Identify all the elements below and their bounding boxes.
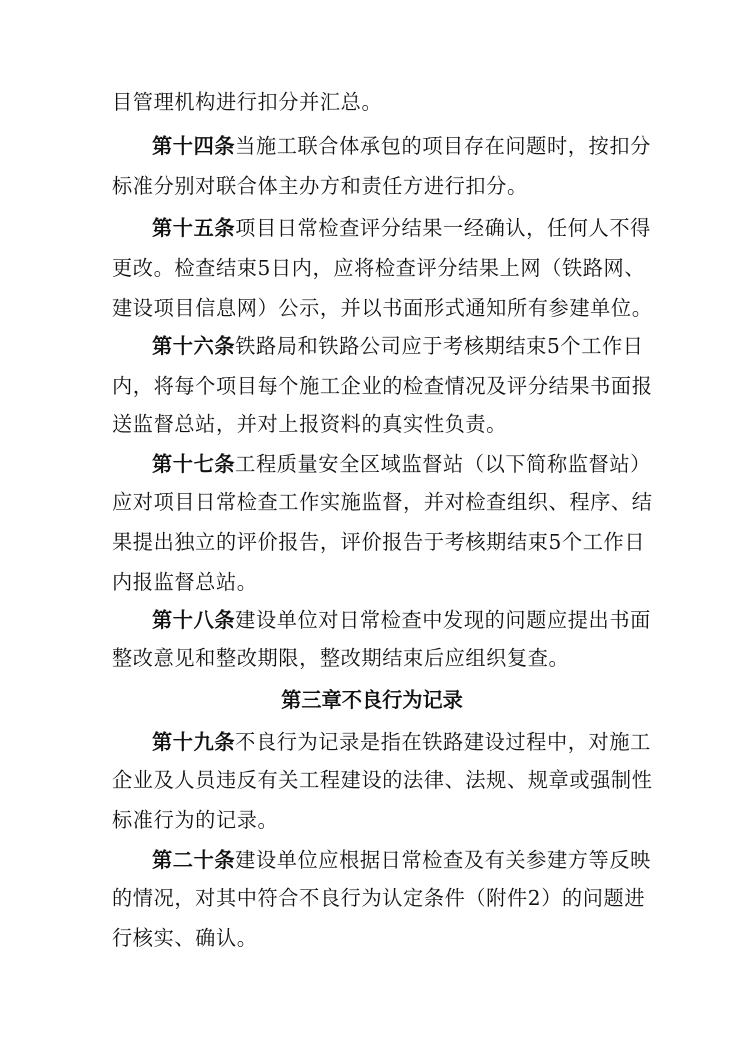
line-text: 内报监督总站。 (112, 570, 258, 594)
line-text: 更改。检查结束5日内，应将检查评分结果上网（铁路网、 (112, 256, 646, 280)
line-text: 铁路局和铁路公司应于考核期结束5个工作日 (235, 334, 644, 358)
line-text: 工程质量安全区域监督站（以下简称监督站） (235, 452, 651, 476)
paragraph-line (112, 253, 646, 283)
article-number: 第十九条 (152, 730, 236, 754)
article-16-line (152, 331, 644, 361)
paragraph-line (112, 527, 646, 557)
paragraph-line (112, 487, 653, 517)
article-19-line (152, 727, 651, 757)
line-text: 项目日常检查评分结果一经确认，任何人不得 (235, 216, 651, 240)
line-text: 整改意见和整改期限，整改期结束后应组织复查。 (112, 646, 570, 670)
line-text: 的情况，对其中符合不良行为认定条件（附件2）的问题进 (112, 886, 646, 910)
article-18-line (152, 605, 651, 635)
line-text: 不良行为记录是指在铁路建设过程中，对施工 (235, 730, 651, 754)
line-text: 内，将每个项目每个施工企业的检查情况及评分结果书面报 (112, 374, 653, 398)
paragraph-line (112, 765, 653, 795)
line-text: 建设项目信息网）公示，并以书面形式通知所有参建单位。 (112, 296, 653, 320)
line-text: 企业及人员违反有关工程建设的法律、法规、规章或强制性 (112, 768, 653, 792)
article-number: 第十七条 (152, 452, 236, 476)
article-15-line (152, 213, 651, 243)
article-number: 第十四条 (152, 134, 236, 158)
line-text: 建设单位应根据日常检查及有关参建方等反映 (235, 848, 651, 872)
line-text: 送监督总站，并对上报资料的真实性负责。 (112, 412, 507, 436)
line-text: 果提出独立的评价报告，评价报告于考核期结束5个工作日 (112, 530, 646, 554)
paragraph-line (112, 805, 636, 835)
paragraph-line (112, 171, 636, 201)
chapter-heading: 第三章不良行为记录 (281, 688, 463, 712)
paragraph-line (112, 923, 636, 953)
line-text: 标准行为的记录。 (112, 808, 279, 832)
paragraph-line (112, 293, 653, 323)
line-text: 应对项目日常检查工作实施监督，并对检查组织、程序、结 (112, 490, 653, 514)
article-number: 第十八条 (152, 608, 236, 632)
paragraph-line (112, 643, 636, 673)
paragraph-line (112, 87, 636, 117)
line-text: 建设单位对日常检查中发现的问题应提出书面 (235, 608, 651, 632)
paragraph-line (112, 409, 636, 439)
paragraph-line (112, 567, 636, 597)
article-14-line (152, 131, 651, 161)
paragraph-line (112, 371, 653, 401)
paragraph-line (112, 883, 646, 913)
article-17-line (152, 449, 651, 479)
line-text: 目管理机构进行扣分并汇总。 (112, 90, 383, 114)
article-number: 第十六条 (152, 334, 236, 358)
line-text: 行核实、确认。 (112, 926, 258, 950)
line-text: 当施工联合体承包的项目存在问题时，按扣分 (235, 134, 651, 158)
article-number: 第十五条 (152, 216, 236, 240)
article-20-line (152, 845, 651, 875)
line-text: 标准分别对联合体主办方和责任方进行扣分。 (112, 174, 528, 198)
article-number: 第二十条 (152, 848, 236, 872)
